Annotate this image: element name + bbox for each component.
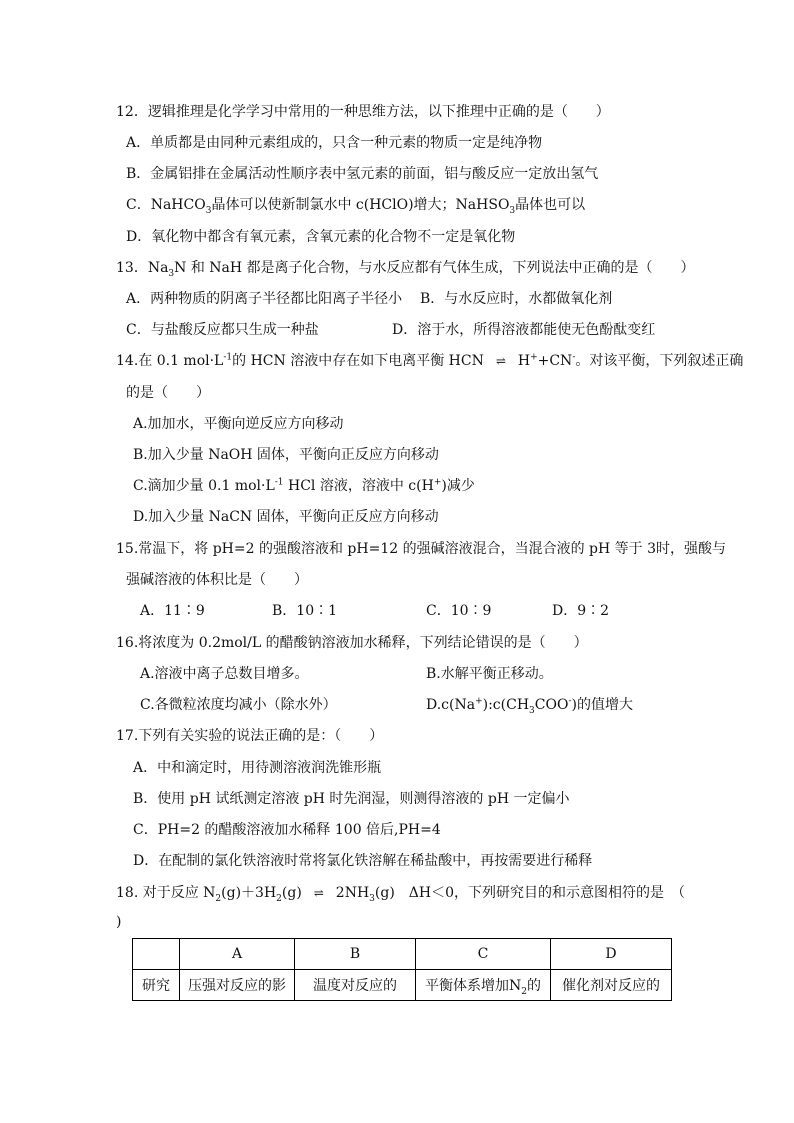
- question-17-option-d: D．在配制的氯化铁溶液时常将氯化铁溶解在稀盐酸中，再按需要进行稀释: [133, 853, 593, 869]
- question-17-stem: 17.下列有关实验的说法正确的是：（ ）: [116, 728, 384, 744]
- question-16-option-a: A.溶液中离子总数目增多。: [140, 666, 309, 682]
- table-header-row: [133, 939, 672, 970]
- table-header-cell: [133, 939, 180, 970]
- question-14-option-c: C.滴加少量 0.1 $mol\cdot L^{-1}$ HCl 溶液，溶液中 c(H+)减少: [133, 477, 475, 494]
- question-12-option-c: C．NaHCO$_3$晶体可以使新制氯水中 c(HClO)增大；NaHSO$_3$晶体也可以: [126, 197, 586, 216]
- question-16-option-d: $D.c(Na^+):c(CH_3COO^-)$的值增大: [426, 696, 633, 716]
- equilibrium-arrow-icon: ⇌: [313, 886, 324, 900]
- question-17-option-a: A．中和滴定时，用待测溶液润洗锥形瓶: [133, 760, 382, 776]
- table-header-cell: D: [551, 939, 672, 970]
- question-12-option-a: A．单质都是由同种元素组成的，只含一种元素的物质一定是纯净物: [126, 135, 543, 151]
- table-header-cell: B: [295, 939, 416, 970]
- question-13-option-b: B．与水反应时，水都做氧化剂: [420, 291, 613, 307]
- question-16-option-c: C.各微粒浓度均减小（除水外）: [140, 697, 337, 713]
- question-14-stem: 14.在 0.1 $mol\cdot L^{-1}$的 HCN 溶液中存在如下电离平衡 HCN ⇌ H++CN-。对该平衡，下列叙述正确: [116, 352, 744, 369]
- question-12-option-d: D．氧化物中都含有氧元素，含氧元素的化合物不一定是氧化物: [126, 229, 516, 245]
- question-16-stem: 16.将浓度为 0.2mol/L 的醋酸钠溶液加水稀释，下列结论错误的是（ ）: [116, 635, 588, 651]
- table-row: [133, 970, 672, 1001]
- question-13-option-a: A．两种物质的阴离子半径都比阳离子半径小: [126, 291, 403, 307]
- table-cell: 压强对反应的影: [180, 970, 295, 1001]
- question-15-option-b: B．10∶1: [272, 603, 338, 619]
- question-12-option-b: B．金属铝排在金属活动性顺序表中氢元素的前面，铝与酸反应一定放出氢气: [126, 166, 599, 182]
- question-13-stem: 13．$Na_3N$ 和 NaH 都是离子化合物，与水反应都有气体生成，下列说法中正确的是（ ）: [116, 260, 695, 279]
- question-18-stem: 18. 对于反应 $N_2(g)+3H_2(g)$ ⇌ $2NH_3(g)$ ΔH＜0，下列研究目的和示意图相符的是 （: [116, 885, 686, 904]
- question-13-option-c: C．与盐酸反应都只生成一种盐: [126, 322, 319, 338]
- question-14-option-b: B.加入少量 NaOH 固体，平衡向正反应方向移动: [133, 447, 439, 463]
- question-14-option-d: D.加入少量 NaCN 固体，平衡向正反应方向移动: [133, 509, 439, 525]
- question-16-option-b: B.水解平衡正移动。: [426, 666, 553, 682]
- question-13-option-d: D．溶于水，所得溶液都能使无色酚酞变红: [392, 322, 656, 338]
- question-17-option-c: C．PH=2 的醋酸溶液加水稀释 100 倍后,PH=4: [133, 822, 441, 838]
- table-cell: 催化剂对反应的: [551, 970, 672, 1001]
- question-18-table: [132, 938, 672, 1001]
- question-12: [116, 103, 610, 121]
- table-row-label: 研究: [133, 970, 180, 1001]
- question-14-stem-continued: 的是（ ）: [126, 385, 210, 401]
- table-header-cell: A: [180, 939, 295, 970]
- table-cell: 平衡体系增加$N_2$的: [416, 970, 551, 1001]
- question-15-stem-continued: 强碱溶液的体积比是（ ）: [126, 572, 308, 588]
- question-15-option-a: A．11∶9: [140, 603, 205, 619]
- table-cell: 温度对反应的: [295, 970, 416, 1001]
- question-15-stem: 15.常温下，将 pH=2 的强酸溶液和 pH=12 的强碱溶液混合，当混合液的 pH 等于 3时，强酸与: [116, 541, 727, 557]
- question-17-option-b: B．使用 pH 试纸测定溶液 pH 时先润湿，则测得溶液的 pH 一定偏小: [133, 791, 570, 807]
- question-18-stem-continued: ): [116, 914, 122, 930]
- question-15-option-c: C．10∶9: [426, 603, 492, 619]
- question-15-option-d: D．9∶2: [552, 603, 610, 619]
- question-12-stem: 12．逻辑推理是化学学习中常用的一种思维方法，以下推理中正确的是（ ）: [116, 104, 610, 120]
- equilibrium-arrow-icon: ⇌: [495, 354, 506, 368]
- question-14-option-a: A.加加水，平衡向逆反应方向移动: [133, 416, 344, 432]
- table-header-cell: C: [416, 939, 551, 970]
